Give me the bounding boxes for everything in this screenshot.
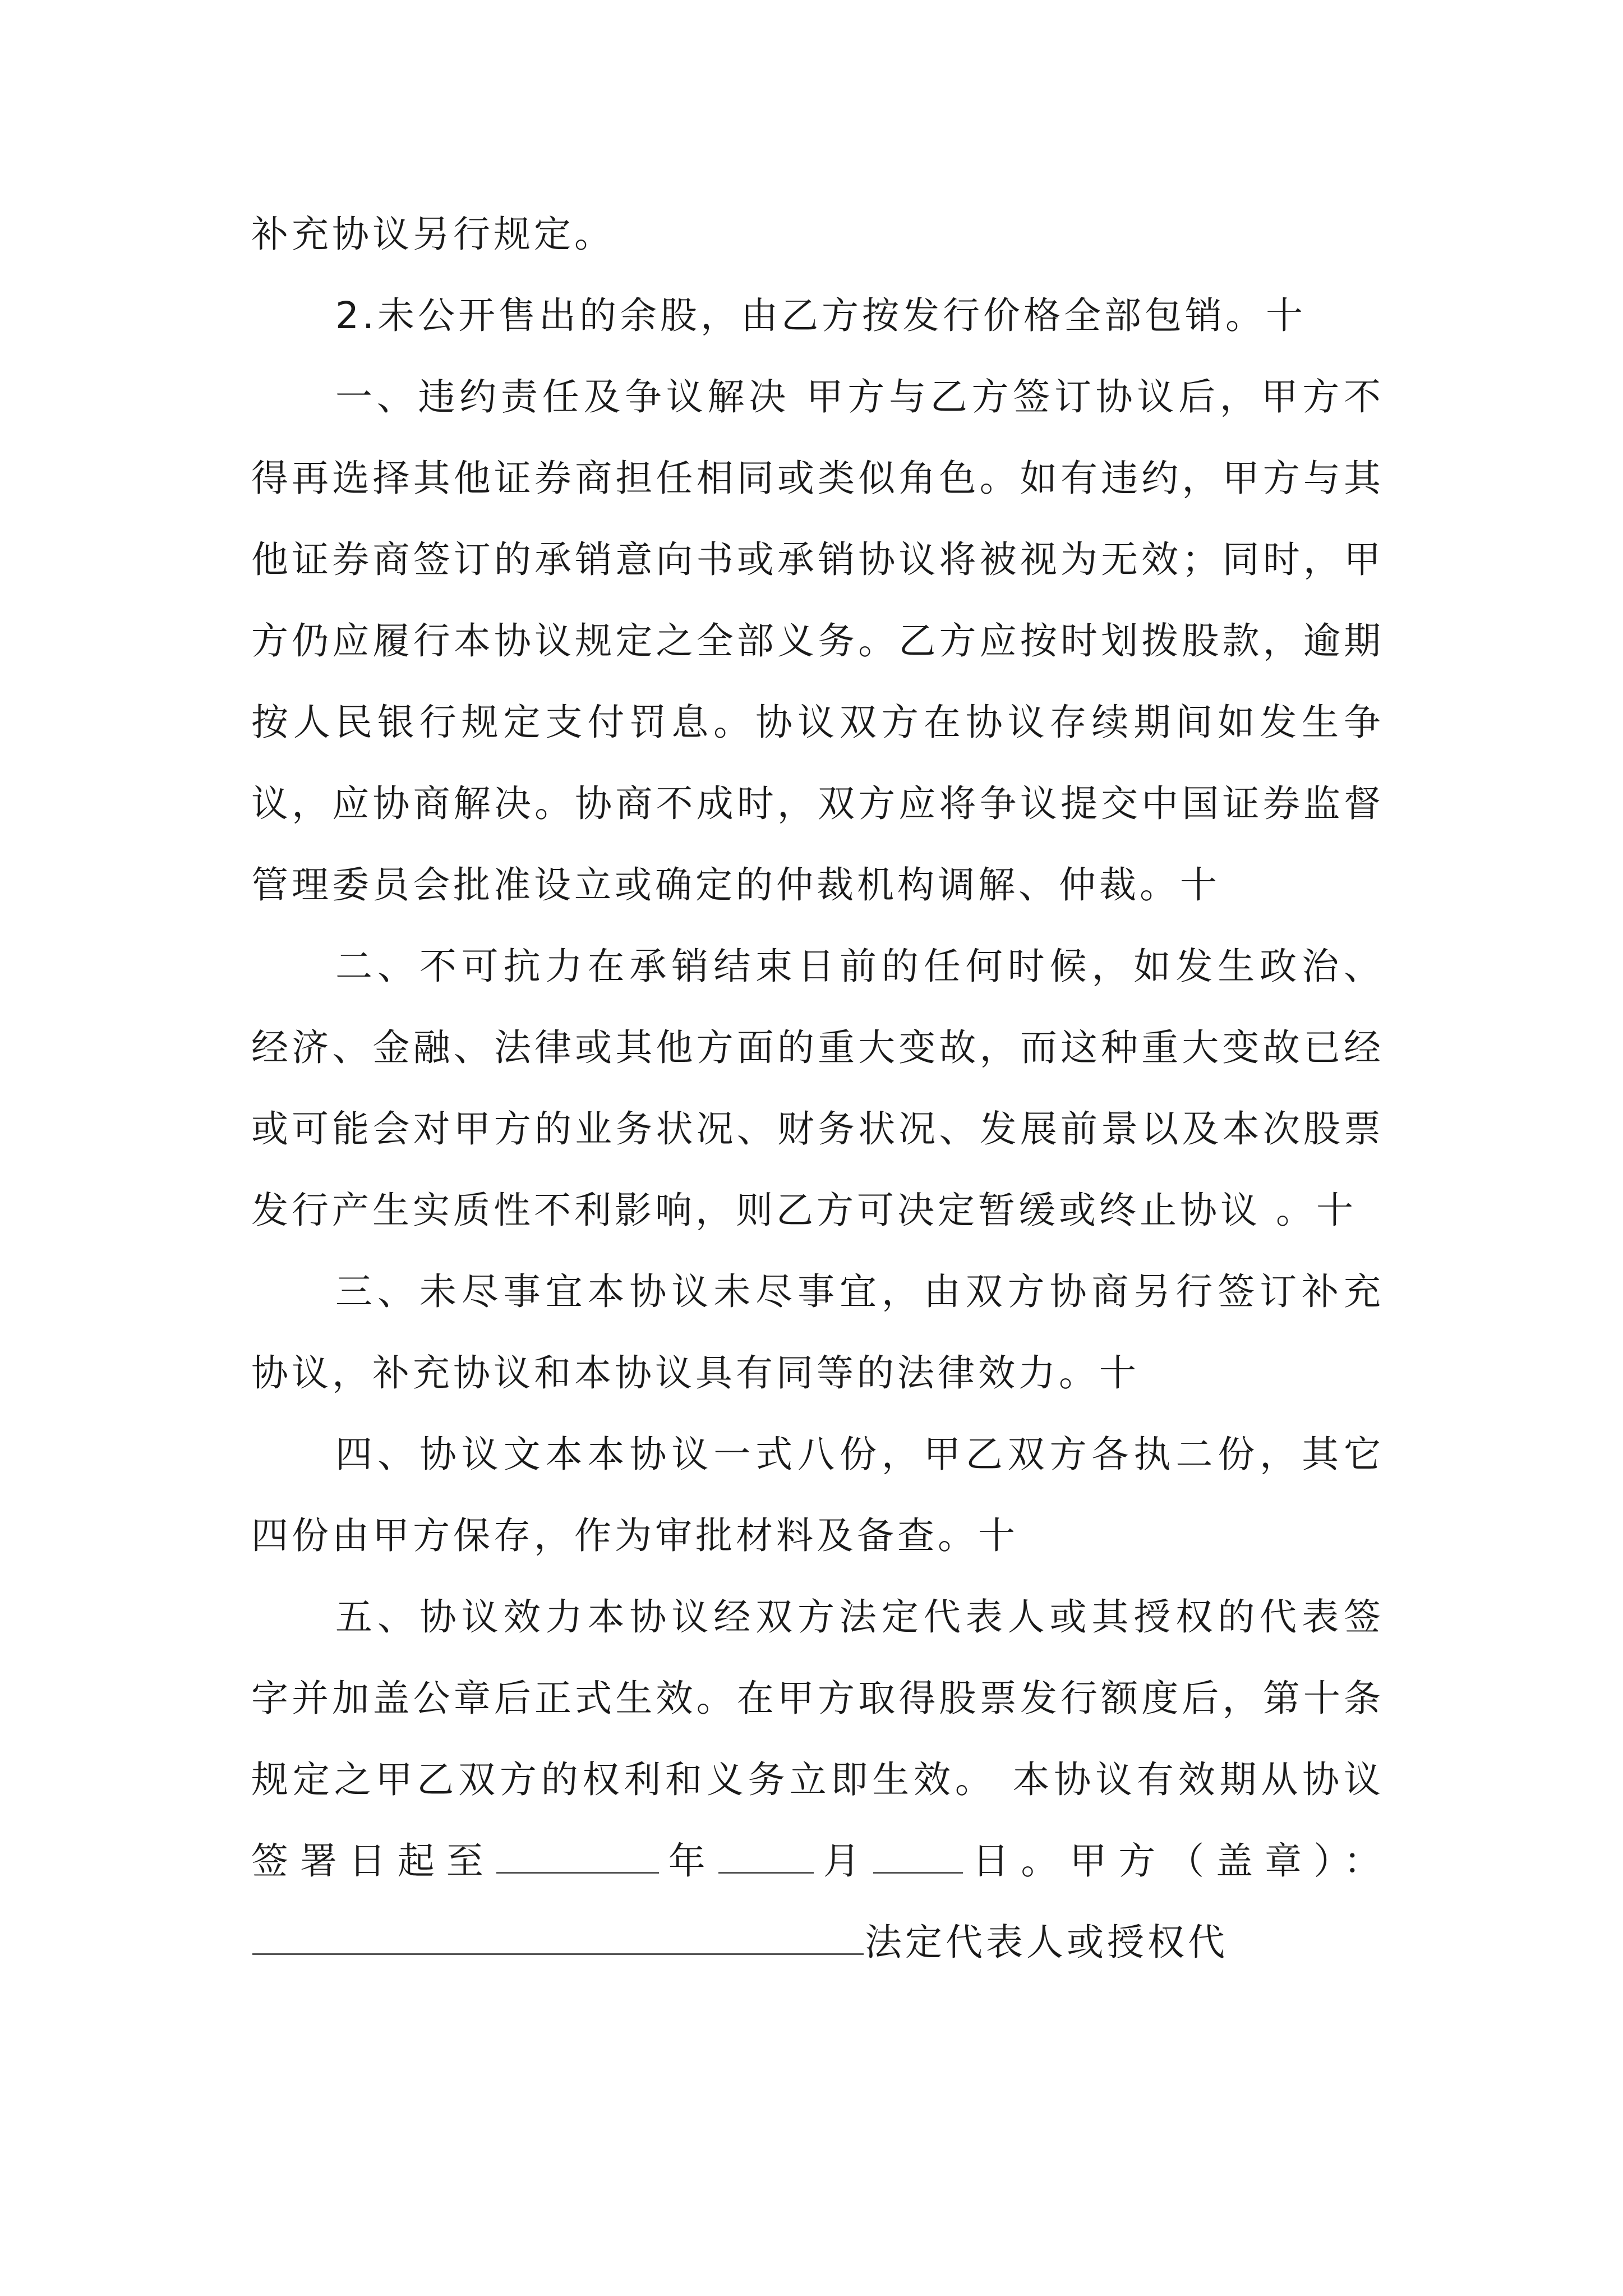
month-blank bbox=[718, 1835, 814, 1874]
seal-blank bbox=[252, 1916, 864, 1955]
paragraph-continuation: 补充协议另行规定。 bbox=[251, 213, 615, 256]
year-label: 年 bbox=[660, 1839, 717, 1883]
validity-text: 五、协议效力本协议经双方法定代表人或其授权的代表签字并加盖公章后正式生效。在甲方取得股票发行额度后，第十条规定之甲乙双方的权利和义务立即生效。 本协议有效期从协议签署日起至 bbox=[251, 1595, 1384, 1883]
representative-label: 法定代表人或授权代 bbox=[865, 1921, 1228, 1964]
paragraph-force-majeure: 二、不可抗力在承销结束日前的任何时候，如发生政治、经济、金融、法律或其他方面的重大变故，而这种重大变故已经或可能会对甲方的业务状况、财务状况、发展前景以及本次股票发行产生实质性不利影响，则乙方可决定暂缓或终止协议 。十 bbox=[251, 945, 1384, 1232]
paragraph-breach-liability: 一、违约责任及争议解决 甲方与乙方签订协议后，甲方不得再选择其他证券商担任相同或类似角色。如有违约，甲方与其他证券商签订的承销意向书或承销协议将被视为无效；同时，甲方仍应履行本协议规定之全部义务。乙方应按时划拨股款，逾期按人民银行规定支付罚息。协议双方在协议存续期间如发生争议，应协商解决。协商不成时，双方应将争议提交中国证券监督管理委员会批准设立或确定的仲裁机构调解、仲裁。十 bbox=[251, 375, 1384, 907]
paragraph-agreement-validity bbox=[251, 1576, 1384, 1983]
paragraph-other-matters: 三、未尽事宜本协议未尽事宜，由双方协商另行签订补充协议，补充协议和本协议具有同等的法律效力。十 bbox=[251, 1270, 1384, 1395]
document-body bbox=[251, 194, 1384, 1983]
paragraph-agreement-copies: 四、协议文本本协议一式八份，甲乙双方各执二份，其它四份由甲方保存，作为审批材料及备查。十 bbox=[251, 1433, 1384, 1557]
month-label: 月 bbox=[814, 1839, 872, 1883]
year-blank bbox=[496, 1835, 659, 1874]
day-seal-label: 日。甲方（盖章）： bbox=[963, 1839, 1385, 1883]
day-blank bbox=[873, 1835, 963, 1874]
paragraph-clause-2: 2.未公开售出的余股，由乙方按发行价格全部包销。十 bbox=[335, 294, 1306, 337]
